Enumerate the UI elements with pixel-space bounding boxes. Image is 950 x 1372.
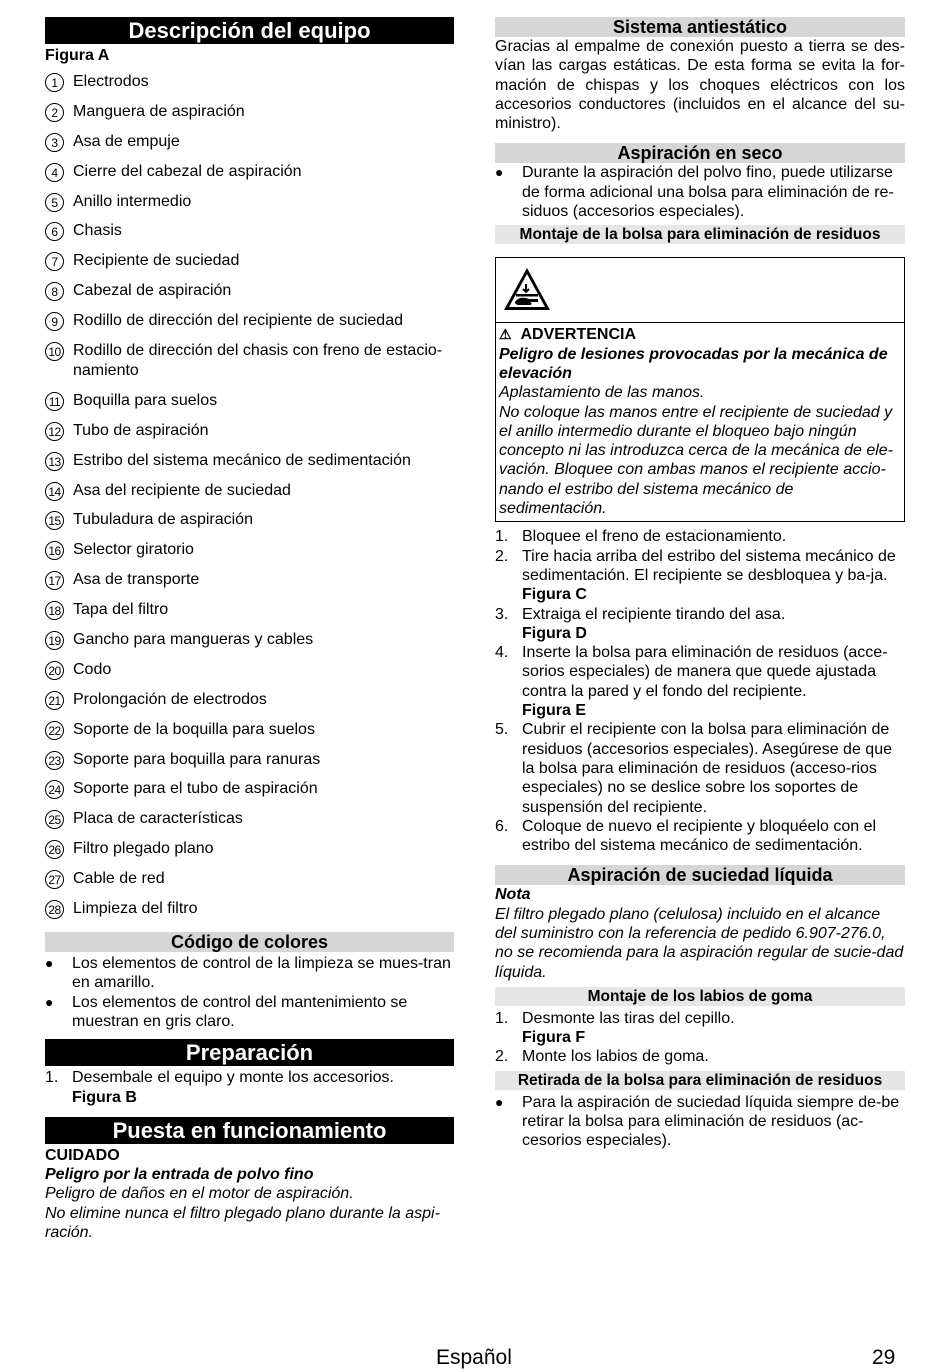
- step-text: Monte los labios de goma.: [522, 1048, 709, 1066]
- part-label: Codo: [73, 660, 112, 678]
- parts-list-item: [45, 451, 454, 471]
- part-number-badge: 10: [45, 342, 64, 361]
- step-item: [495, 605, 905, 644]
- step-text: Desembale el equipo y monte los accesorios.: [72, 1069, 394, 1087]
- part-label: Anillo intermedio: [73, 192, 192, 210]
- bag-remove-bullet: [495, 1093, 905, 1151]
- part-label: Filtro plegado plano: [73, 840, 214, 858]
- part-label: Soporte de la boquilla para suelos: [73, 720, 315, 738]
- part-label: Rodillo de dirección del chasis con freno de estacio-namiento: [73, 342, 443, 380]
- caution-label: CUIDADO: [45, 1146, 120, 1164]
- parts-list-item: [45, 630, 454, 650]
- part-label: Asa de empuje: [73, 132, 180, 150]
- part-number-badge: 17: [45, 571, 64, 590]
- parts-list-item: [45, 540, 454, 560]
- parts-list-item: [45, 192, 454, 212]
- section-title-dry-vacuuming: Aspiración en seco: [495, 143, 905, 163]
- step-number: 1.: [495, 528, 509, 546]
- hand-crush-warning-icon: [502, 266, 552, 314]
- bullet-text: Los elementos de control de la limpieza se mues-tran en amarillo.: [72, 955, 451, 992]
- step-number: 2.: [495, 1048, 509, 1066]
- step-item: [495, 1009, 905, 1048]
- part-number-badge: 25: [45, 810, 64, 829]
- preparation-steps: [45, 1068, 454, 1107]
- section-title-bag-mount: Montaje de la bolsa para eliminación de residuos: [495, 225, 905, 244]
- step-text: Tire hacia arriba del estribo del sistema mecánico de sedimentación. El recipiente se desbloquea y ba-ja.: [522, 547, 896, 584]
- part-number-badge: 16: [45, 541, 64, 560]
- caution-text: Peligro de daños en el motor de aspiración.: [45, 1185, 354, 1203]
- part-number-badge: 6: [45, 222, 64, 241]
- step-body: [522, 643, 905, 720]
- part-label: Cierre del cabezal de aspiración: [73, 162, 302, 180]
- part-number-badge: 22: [45, 721, 64, 740]
- step-body: [522, 1047, 709, 1066]
- parts-list-item: [45, 132, 454, 152]
- step-text: Coloque de nuevo el recipiente y bloquéelo con el estribo del sistema mecánico de sedimentación.: [522, 817, 877, 855]
- step-item: [495, 720, 905, 816]
- parts-list-item: [45, 809, 454, 829]
- part-label: Recipiente de suciedad: [73, 252, 240, 270]
- parts-list-item: [45, 720, 454, 740]
- step-item: [495, 527, 905, 546]
- step-body: [522, 547, 905, 605]
- parts-list-item: [45, 839, 454, 859]
- parts-list-item: [45, 660, 454, 680]
- page-number: 29: [872, 1346, 896, 1369]
- part-label: Tubuladura de aspiración: [73, 511, 253, 529]
- step-number: 5.: [495, 721, 509, 739]
- step-body: [522, 527, 786, 546]
- part-label: Tubo de aspiración: [73, 421, 209, 439]
- step-figure-ref: Figura B: [72, 1088, 137, 1106]
- step-body: [522, 1009, 735, 1048]
- bullet-text: Para la aspiración de suciedad líquida siempre de-be retirar la bolsa para eliminación de residuos (ac-cesorios especiales).: [522, 1093, 900, 1150]
- part-number-badge: 8: [45, 282, 64, 301]
- color-code-item: [45, 993, 454, 1032]
- step-body: [522, 817, 905, 856]
- parts-list-item: [45, 251, 454, 271]
- parts-list: [45, 72, 454, 919]
- warning-label: [499, 325, 901, 344]
- bullet-icon: ●: [45, 955, 54, 972]
- caution-block: [45, 1146, 454, 1242]
- right-column: [495, 17, 905, 1151]
- step-figure-ref: Figura E: [522, 702, 587, 720]
- part-label: Gancho para mangueras y cables: [73, 631, 314, 649]
- parts-list-item: [45, 72, 454, 92]
- part-number-badge: 1: [45, 73, 64, 92]
- step-body: [72, 1068, 394, 1107]
- note-text: El filtro plegado plano (celulosa) incluido en el alcance del suministro con la referencia de pedido 6.907-276.0, no se recomienda para la aspiración regular de sucie-dad líquida.: [495, 905, 904, 981]
- warning-text: No coloque las manos entre el recipiente de suciedad y el anillo intermedio durante el bloqueo bajo ningún concepto ni las introduzca cerca de la mecánica de ele-vación. Bloquee con ambas manos el recipiente accio-nando el estribo del sistema mecánico de sedimentación.: [499, 403, 893, 518]
- caution-text: No elimine nunca el filtro plegado plano durante la aspi-ración.: [45, 1204, 440, 1242]
- part-number-badge: 19: [45, 631, 64, 650]
- parts-list-item: [45, 162, 454, 182]
- part-number-badge: 9: [45, 312, 64, 331]
- parts-list-item: [45, 690, 454, 710]
- antistatic-text: Gracias al empalme de conexión puesto a tierra se des-vían las cargas estáticas. De esta forma se evita la for-mación de chispas y los choques eléctricos con los accesorios conductores (incluidos en el alcance del su-ministro).: [495, 38, 905, 133]
- parts-list-item: [45, 341, 454, 381]
- color-code-list: [45, 954, 454, 1031]
- part-number-badge: 18: [45, 601, 64, 620]
- warning-pictogram-area: [496, 258, 904, 323]
- bullet-icon: ●: [495, 164, 504, 181]
- parts-list-item: [45, 869, 454, 889]
- section-title-color-code: Código de colores: [45, 932, 454, 952]
- part-number-badge: 11: [45, 392, 64, 411]
- part-label: Asa de transporte: [73, 571, 200, 589]
- step-number: 4.: [495, 644, 509, 662]
- warning-text: Aplastamiento de las manos.: [499, 384, 705, 402]
- step-item: [495, 547, 905, 605]
- part-label: Asa del recipiente de suciedad: [73, 481, 291, 499]
- step-text: Cubrir el recipiente con la bolsa para eliminación de residuos (accesorios especiales). Asegúrese de que la bolsa para eliminación de residuos (acceso-rios especiales) no se deslice sobre los soportes de suspensión del recipiente.: [522, 721, 892, 816]
- step-number: 6.: [495, 817, 509, 835]
- step-number: 2.: [495, 547, 509, 565]
- parts-list-item: [45, 600, 454, 620]
- part-label: Selector giratorio: [73, 541, 194, 559]
- part-label: Electrodos: [73, 73, 149, 90]
- parts-list-item: [45, 481, 454, 501]
- parts-list-item: [45, 221, 454, 241]
- part-number-badge: 23: [45, 751, 64, 770]
- step-item: [495, 643, 905, 720]
- parts-list-item: [45, 421, 454, 441]
- section-title-preparation: Preparación: [45, 1039, 454, 1066]
- warning-box: [495, 257, 905, 522]
- left-column: [45, 17, 454, 1242]
- part-number-badge: 20: [45, 661, 64, 680]
- part-number-badge: 21: [45, 691, 64, 710]
- section-title-wet-vacuuming: Aspiración de suciedad líquida: [495, 865, 905, 885]
- footer-language: Español: [436, 1346, 512, 1369]
- step-body: [522, 720, 905, 816]
- part-label: Estribo del sistema mecánico de sedimentación: [73, 451, 411, 469]
- caution-heading: Peligro por la entrada de polvo fino: [45, 1166, 314, 1184]
- step-text: Desmonte las tiras del cepillo.: [522, 1009, 735, 1027]
- part-label: Rodillo de dirección del recipiente de suciedad: [73, 312, 403, 330]
- part-label: Cable de red: [73, 870, 165, 888]
- part-number-badge: 13: [45, 452, 64, 471]
- part-number-badge: 14: [45, 482, 64, 501]
- step-text: Bloquee el freno de estacionamiento.: [522, 528, 787, 546]
- note-label: Nota: [495, 886, 531, 904]
- part-number-badge: 24: [45, 780, 64, 799]
- dry-bullet: [495, 163, 905, 221]
- step-item: [495, 1047, 905, 1066]
- bullet-icon: ●: [495, 1093, 504, 1110]
- parts-list-item: [45, 311, 454, 331]
- part-number-badge: 28: [45, 900, 64, 919]
- part-label: Boquilla para suelos: [73, 391, 218, 409]
- step-figure-ref: Figura D: [522, 624, 587, 642]
- part-label: Limpieza del filtro: [73, 900, 198, 918]
- warning-text-area: [496, 323, 904, 521]
- part-number-badge: 4: [45, 163, 64, 182]
- bullet-icon: ●: [45, 993, 54, 1010]
- section-title-antistatic: Sistema antiestático: [495, 17, 905, 37]
- part-label: Chasis: [73, 222, 122, 240]
- step-text: Inserte la bolsa para eliminación de residuos (acce-sorios especiales) de manera que quede ajustada contra la pared y el fondo del recipiente.: [522, 644, 888, 700]
- warning-label-text: ADVERTENCIA: [520, 326, 637, 344]
- bag-mount-steps: [495, 527, 905, 855]
- bullet-text: Los elementos de control del mantenimiento se muestran en gris claro.: [72, 993, 408, 1030]
- step-text: Extraiga el recipiente tirando del asa.: [522, 605, 786, 623]
- warning-heading: Peligro de lesiones provocadas por la mecánica de elevación: [499, 345, 888, 382]
- part-number-badge: 12: [45, 422, 64, 441]
- parts-list-item: [45, 281, 454, 301]
- part-label: Tapa del filtro: [73, 601, 169, 619]
- step-item: [45, 1068, 454, 1107]
- warning-triangle-icon: ⚠: [499, 326, 512, 343]
- section-title-rubber-lips: Montaje de los labios de goma: [495, 987, 905, 1006]
- part-number-badge: 2: [45, 103, 64, 122]
- figure-label: Figura A: [45, 47, 110, 64]
- part-number-badge: 7: [45, 252, 64, 271]
- section-title-bag-remove: Retirada de la bolsa para eliminación de residuos: [495, 1071, 905, 1090]
- step-figure-ref: Figura C: [522, 586, 587, 604]
- part-label: Prolongación de electrodos: [73, 690, 267, 708]
- part-number-badge: 3: [45, 133, 64, 152]
- part-label: Soporte para el tubo de aspiración: [73, 780, 318, 798]
- bullet-text: Durante la aspiración del polvo fino, puede utilizarse de forma adicional una bolsa para eliminación de re-siduos (accesorios especiales).: [522, 164, 894, 221]
- step-figure-ref: Figura F: [522, 1029, 586, 1047]
- rubber-lips-steps: [495, 1009, 905, 1067]
- parts-list-item: [45, 510, 454, 530]
- step-item: [495, 817, 905, 856]
- section-title-startup: Puesta en funcionamiento: [45, 1117, 454, 1144]
- part-number-badge: 27: [45, 870, 64, 889]
- part-label: Manguera de aspiración: [73, 102, 245, 120]
- part-number-badge: 15: [45, 511, 64, 530]
- part-label: Placa de características: [73, 810, 243, 828]
- step-number: 1.: [45, 1069, 59, 1087]
- step-body: [522, 605, 785, 644]
- step-number: 1.: [495, 1009, 509, 1027]
- part-number-badge: 5: [45, 193, 64, 212]
- parts-list-item: [45, 391, 454, 411]
- parts-list-item: [45, 570, 454, 590]
- color-code-item: [45, 954, 454, 993]
- part-number-badge: 26: [45, 840, 64, 859]
- parts-list-item: [45, 779, 454, 799]
- part-label: Soporte para boquilla para ranuras: [73, 750, 321, 768]
- parts-list-item: [45, 102, 454, 122]
- parts-list-item: [45, 750, 454, 770]
- section-title-description: Descripción del equipo: [45, 17, 454, 44]
- step-number: 3.: [495, 605, 509, 623]
- part-label: Cabezal de aspiración: [73, 282, 232, 300]
- parts-list-item: [45, 899, 454, 919]
